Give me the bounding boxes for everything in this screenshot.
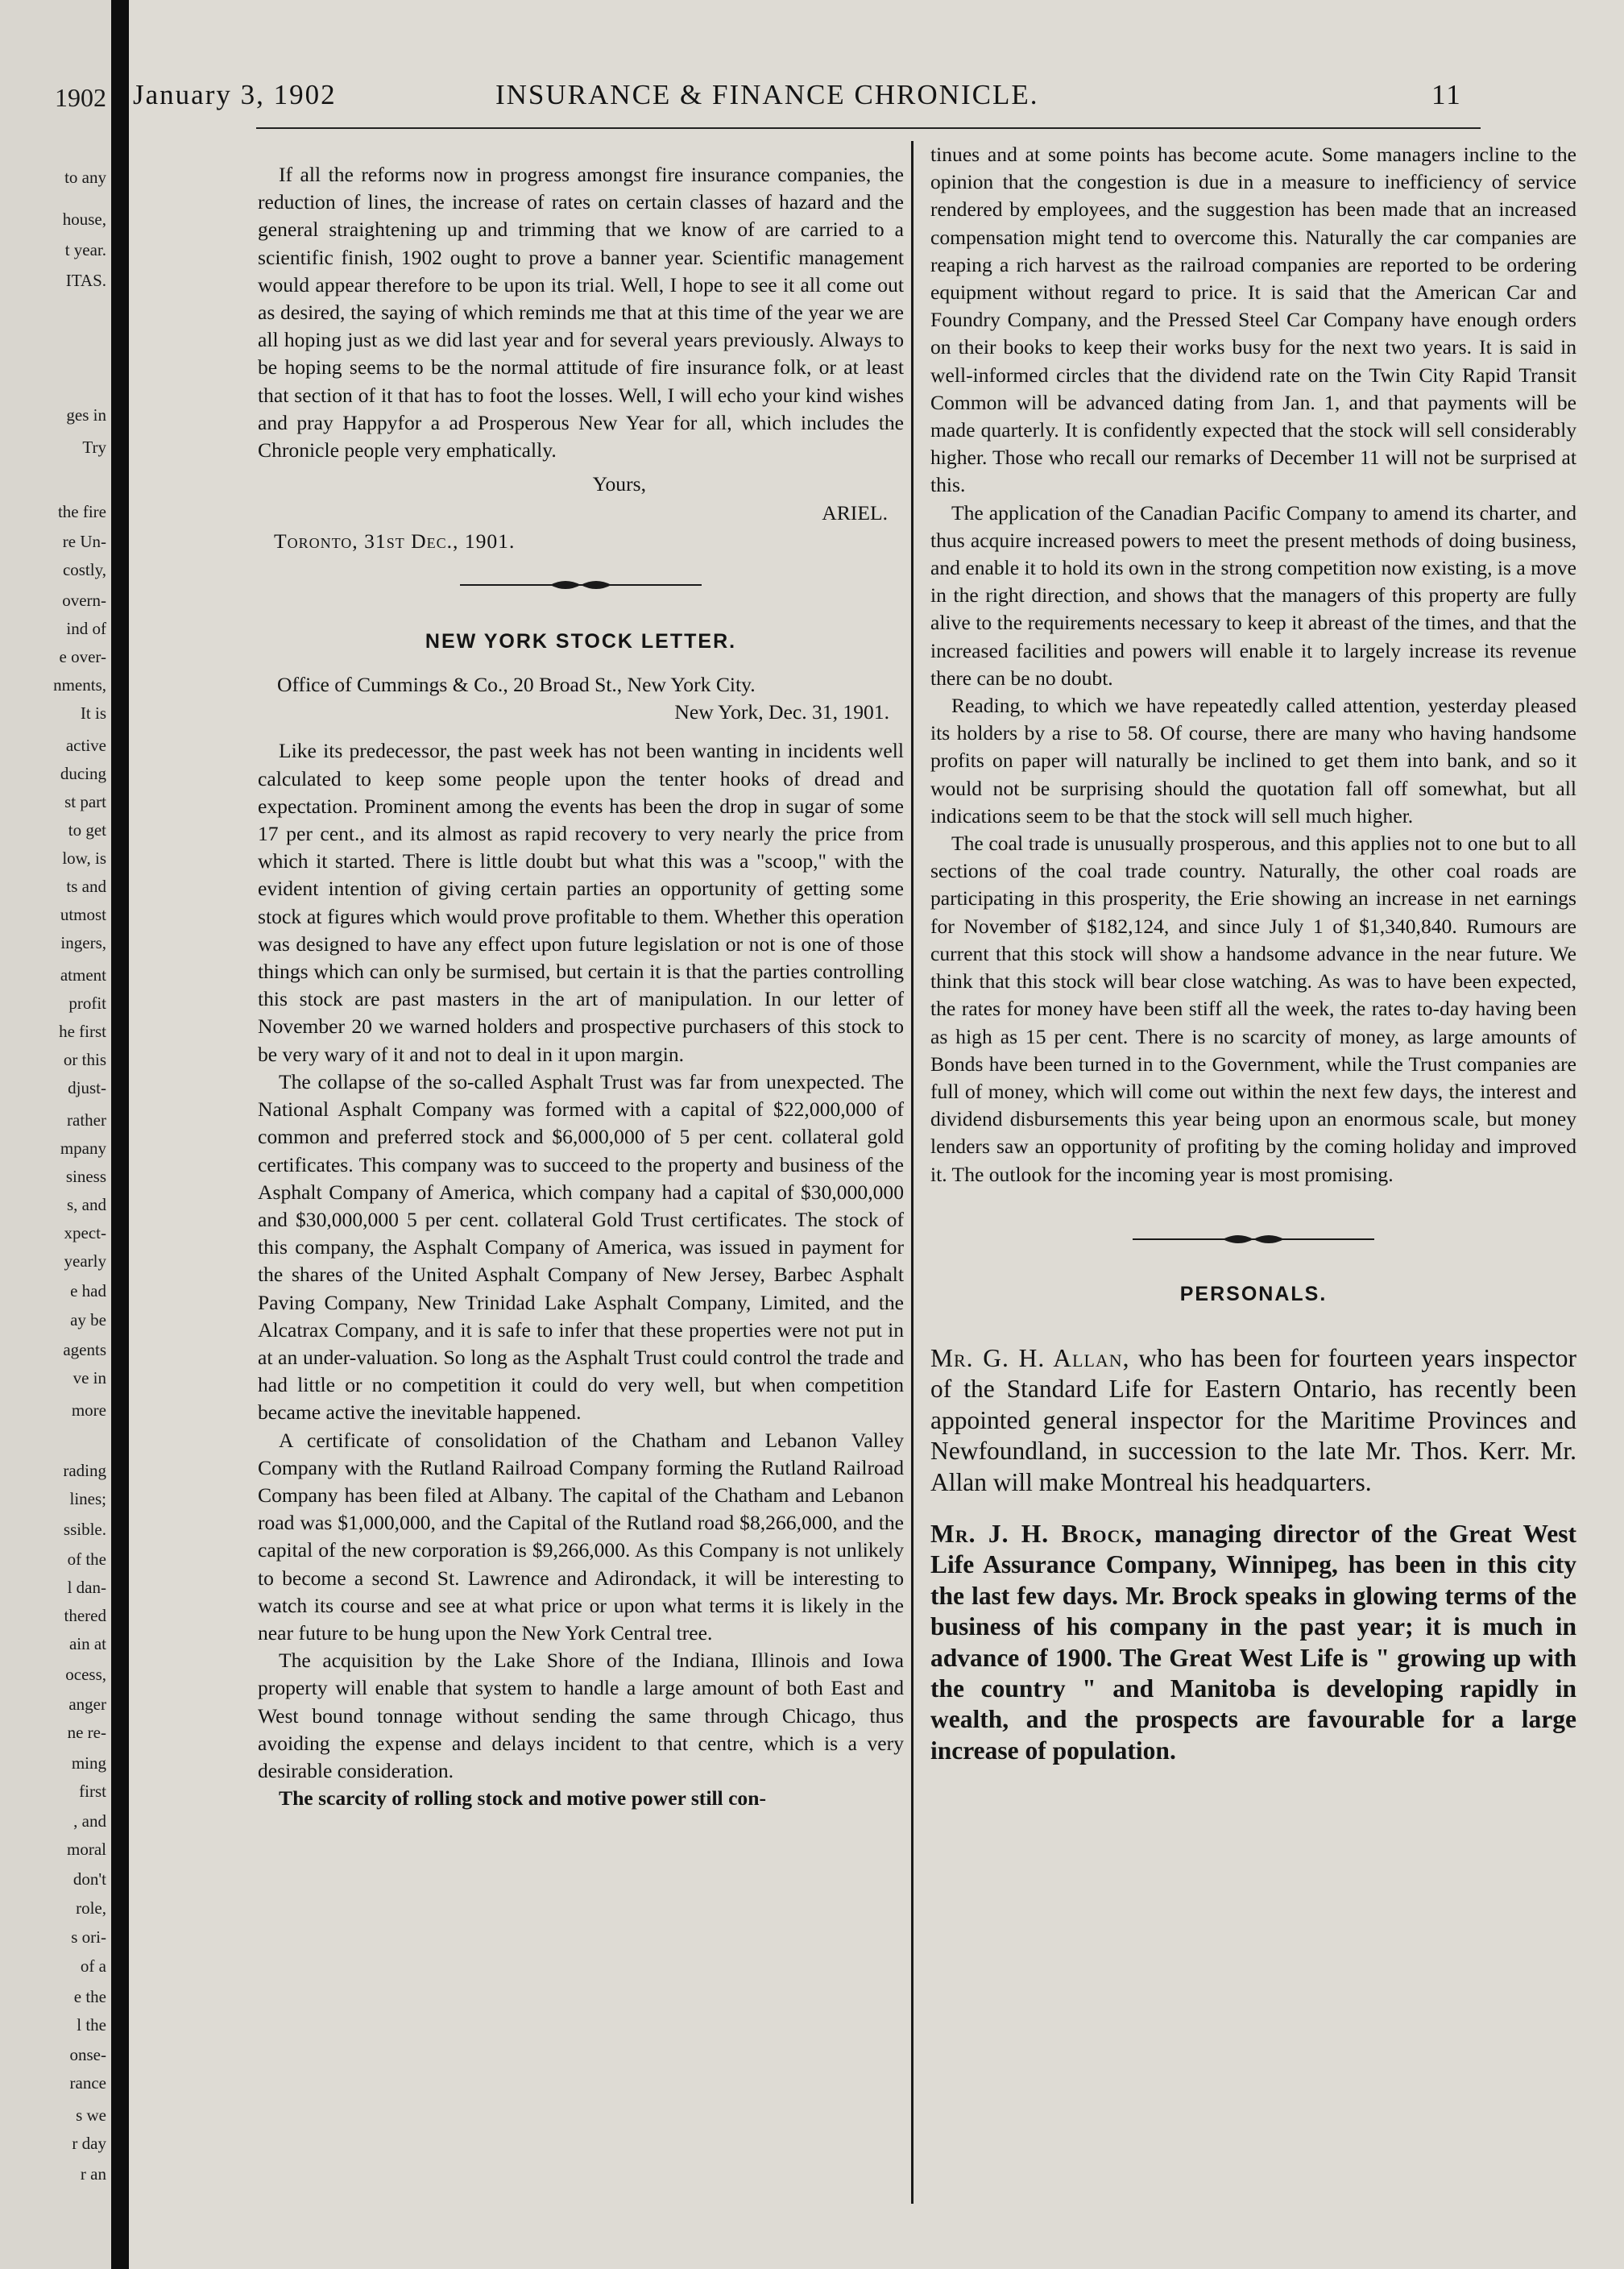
column-rule [911, 141, 914, 2204]
edge-text-fragment: ne re- [67, 1723, 106, 1742]
edge-text-fragment: nments, [53, 675, 106, 695]
letter-signature: ARIEL. [822, 501, 888, 525]
stock-paragraph: The application of the Canadian Pacific Company to amend its charter, and thus acquire increased powers to meet the present methods of doing business, and enable it to hold its own in the strong competition now existing, is a move in the right direction, and shows that the managers of this property are fully alive to the requirements necessary to keep it abreast of the times, and that the increased facilities and powers will enable it to largely increase its revenue there can be no doubt. [930, 500, 1576, 690]
letter-closing: Yours, [592, 472, 646, 496]
personal-name: Mr. G. H. Allan, [930, 1343, 1130, 1372]
edge-text-fragment: r an [80, 2164, 106, 2184]
edge-text-fragment: djust- [68, 1078, 106, 1097]
edge-text-fragment: rance [69, 2073, 106, 2093]
edge-text-fragment: the fire [57, 502, 106, 521]
edge-text-fragment: ducing [60, 764, 106, 783]
edge-text-fragment: r day [72, 2134, 106, 2153]
edge-text-fragment: first [79, 1782, 106, 1801]
edge-text-fragment: of the [67, 1549, 106, 1569]
edge-text-fragment: s ori- [71, 1927, 106, 1947]
letter-dateline: Toronto, 31st Dec., 1901. [274, 529, 516, 553]
left-column [258, 161, 904, 1812]
edge-text-fragment: l the [77, 2015, 106, 2035]
stock-paragraph: A certificate of consolidation of the Chatham and Lebanon Valley Company with the Rutland Railroad Company forming the Rutland Railroad Company has been filed at Albany. The capital of the Chatham and Lebanon road was $1,000,000, and the Capital of the Rutland road $8,266,000, and the capital of the new corporation is $9,266,000. As this Company is not unlikely to become a second St. Lawrence and Adirondack, it will be interesting to watch its course and see at what price or upon what terms it is likely in the near future to be hung upon the New York Central tree. [258, 1428, 904, 1645]
edge-text-fragment: thered [64, 1606, 106, 1625]
edge-text-fragment: It is [80, 703, 106, 723]
edge-text-fragment: siness [65, 1167, 106, 1186]
edge-text-fragment: , and [73, 1811, 106, 1831]
section-heading-stock-letter: NEW YORK STOCK LETTER. [425, 629, 737, 653]
edge-text-fragment: atment [60, 965, 106, 985]
ornamental-rule [1133, 1227, 1374, 1251]
edge-text-fragment: e the [73, 1987, 106, 2006]
stock-paragraph: The coal trade is unusually prosperous, and this applies not to one but to all sections of the coal trade country. Naturally, the other coal roads are participating in this prosperity, the Erie showing an increase in net earnings for November of $182,124, and since July 1 of $1,340,840. Rumours are current that this stock will show a handsome advance in the near future. We think that this stock will bear close watching. As was to have been expected, the rates for money have been stiff all the week, the rates to-day having been as high as 15 per cent. There is no scarcity of money, as large amounts of Bonds have been turned in to the Government, while the Trust companies are full of money, which will come out within the next few days, the interest and dividend disbursements this year being upon an enormous scale, but money lenders saw an opportunity of profiting by the coming holiday and improved it. The outlook for the incoming year is most promising. [930, 832, 1576, 1186]
edge-text-fragment: xpect- [64, 1223, 106, 1242]
edge-text-fragment: or this [63, 1050, 106, 1069]
edge-text-fragment: s, and [67, 1195, 106, 1214]
edge-text-fragment: active [65, 736, 106, 755]
edge-text-fragment: to get [68, 820, 106, 840]
edge-text-fragment: st part [64, 792, 106, 811]
stock-paragraph: Like its predecessor, the past week has not been wanting in incidents well calculated to keep some people upon the tenter hooks of dread and expectation. Prominent among the events has been the drop in sugar of some 17 per cent., and its almost as rapid recovery to very nearly the price from which it started. There is little doubt but what this was a "scoop," with the evident intention of giving certain parties an opportunity of getting some stock at figures which would prove profitable to them. Whether this operation was designed to have any effect upon future legislation or not is one of those things which can only be surmised, but certain it is that the parties controlling this stock are past masters in the art of manipulation. In our letter of November 20 we warned holders and prospective purchasers of this stock to be very wary of it and not to deal in it upon margin. [258, 739, 904, 1066]
personal-name: Mr. J. H. Brock, [930, 1519, 1143, 1548]
edge-text-fragment: rading [63, 1461, 106, 1480]
edge-text-fragment: of a [80, 1956, 106, 1976]
edge-text-fragment: t year. [64, 240, 106, 259]
personal-text: who has been for fourteen years inspector of the Standard Life for Eastern Ontario, has recently been appointed general inspector for the Maritime Provinces and Newfoundland, in succession to the late Mr. Thos. Kerr. Mr. Allan will make Montreal his headquarters. [930, 1343, 1576, 1496]
edge-text-fragment: rather [67, 1110, 106, 1130]
personals-list [930, 1343, 1576, 1766]
edge-text-fragment: e over- [59, 647, 106, 666]
ornamental-rule [460, 573, 702, 597]
edge-text-fragment: overn- [62, 591, 106, 610]
edge-text-fragment: onse- [69, 2045, 106, 2064]
edge-text-fragment: ay be [70, 1310, 106, 1329]
stock-paragraph: Reading, to which we have repeatedly called attention, yesterday pleased its holders by a rise to 58. Of course, there are many who having handsome profits on paper will naturally be inclined to get them into bank, and so it would not be surprising should the quotation fall off somewhat, but all indications seem to be that the stock will sell much higher. [930, 694, 1576, 828]
edge-text-fragment: anger [68, 1694, 106, 1714]
edge-text-fragment: e had [70, 1281, 106, 1300]
letter-paragraph: If all the reforms now in progress amongst fire insurance companies, the reduction of lines, the increase of rates on certain classes of hazard and the general straightening up and trimming that we know of are carried to a scientific finish, 1902 ought to prove a banner year. Scientific management would appear therefore to be upon its trial. Well, I hope to see it all come out as desired, the saying of which reminds me that at this time of the year we are all hoping just as we did last year and for several years previously. Always to be hoping seems to be the normal attitude of fire insurance folk, or at least that section of it that has to foot the losses. Well, I will echo your kind wishes and pray Happyfor a ad Prosperous New Year for all, which includes the Chronicle people very emphatically. [258, 163, 904, 463]
edge-text-fragment: profit [68, 993, 106, 1013]
edge-text-fragment: ssible. [63, 1520, 106, 1539]
edge-text-fragment: don't [72, 1869, 106, 1889]
stock-paragraph: The scarcity of rolling stock and motive power still con- [279, 1786, 766, 1811]
adjacent-page-edge [0, 0, 111, 2269]
edge-text-fragment: agents [63, 1340, 106, 1359]
edge-text-fragment: mpany [60, 1139, 106, 1158]
edge-text-fragment: low, is [62, 848, 106, 868]
section-heading-personals: PERSONALS. [1179, 1282, 1328, 1305]
edge-text-fragment: house, [62, 209, 106, 229]
header-rule [256, 127, 1481, 129]
edge-text-fragment: to any [64, 168, 106, 187]
edge-text-fragment: ITAS. [65, 271, 106, 290]
header-date: January 3, 1902 [133, 79, 337, 110]
edge-text-fragment: ming [71, 1753, 106, 1773]
edge-text-fragment: ain at [68, 1634, 106, 1653]
edge-text-fragment: Try [82, 438, 106, 457]
personal-text: managing director of the Great West Life Assurance Company, Winnipeg, has been in this city the last few days. Mr. Brock speaks in glowing terms of the business of his company in the past year; it is much in advance of 1900. The Great West Life is " growing up with the country " and Manitoba is developing rapidly in wealth, and the prospects are favourable for a large increase of population. [930, 1519, 1576, 1765]
header-title: INSURANCE & FINANCE CHRONICLE. [495, 79, 1039, 110]
edge-text-fragment: ingers, [60, 933, 106, 952]
edge-text-fragment: ges in [66, 405, 106, 425]
edge-text-fragment: costly, [62, 560, 106, 579]
personal-item [930, 1343, 1576, 1498]
edge-text-fragment: role, [76, 1898, 106, 1918]
edge-text-fragment: he first [59, 1022, 106, 1041]
header-page-number: 11 [1431, 79, 1462, 110]
edge-text-fragment: re Un- [62, 532, 106, 551]
edge-text-fragment: yearly [64, 1251, 106, 1271]
personal-item [930, 1519, 1576, 1766]
edge-text-fragment: l dan- [67, 1578, 106, 1597]
edge-text-fragment: 1902 [55, 83, 106, 112]
edge-text-fragment: lines; [69, 1489, 106, 1508]
newspaper-page [129, 0, 1624, 2269]
stock-letter-office: Office of Cummings & Co., 20 Broad St., New York City. [277, 673, 756, 697]
edge-text-fragment: ind of [66, 619, 106, 638]
stock-paragraph: The acquisition by the Lake Shore of the Indiana, Illinois and Iowa property will enable that system to handle a large amount of both East and West bound tonnage without sending the same through Chicago, thus avoiding the expense and delays incident to that centre, which is a very desirable consideration. [258, 1649, 904, 1782]
edge-text-fragment: moral [67, 1840, 106, 1859]
right-column [930, 141, 1576, 1766]
page-gutter [111, 0, 129, 2269]
edge-text-fragment: utmost [60, 905, 106, 924]
stock-letter-dateline: New York, Dec. 31, 1901. [674, 700, 889, 724]
edge-text-fragment: more [71, 1400, 106, 1420]
edge-text-fragment: ocess, [65, 1665, 106, 1684]
edge-text-fragment: ts and [66, 877, 106, 896]
stock-paragraph: tinues and at some points has become acute. Some managers incline to the opinion that the congestion is due in a measure to inefficiency of service rendered by employees, and the suggestion has been made that an increased compensation might tend to overcome this. Naturally the car companies are reaping a rich harvest as the railroad companies are reported to be ordering equipment without regard to price. It is said that the American Car and Foundry Company, and the Pressed Steel Car Company have enough orders on their books to keep their works busy for the next two years. It is said in well-informed circles that the dividend rate on the Twin City Rapid Transit Common will be advanced dating from Jan. 1, and that payments will be made quarterly. It is confidently expected that the stock will sell considerably higher. Those who recall our remarks of December 11 will not be surprised at this. [930, 143, 1576, 497]
stock-paragraph: The collapse of the so-called Asphalt Trust was far from unexpected. The National Asphalt Company was formed with a capital of $22,000,000 of common and preferred stock and $6,000,000 of 5 per cent. collateral gold certificates. This company was to succeed to the property and business of the Asphalt Company of America, which company had a capital of $30,000,000 and $30,000,000 5 per cent. collateral Gold Trust certificates. The stock of this company, the Asphalt Company of America, was issued in payment for the shares of the United Asphalt Company of New Jersey, Barbec Asphalt Paving Company, New Trinidad Lake Asphalt Company, Limited, and the Alcatrax Company, and it is safe to infer that these properties were not put in at an under-valuation. So long as the Asphalt Trust could control the trade and had little or no competition it could do very well, but when competition became active the inevitable happened. [258, 1069, 904, 1425]
edge-text-fragment: s we [76, 2105, 106, 2125]
edge-text-fragment: ve in [72, 1368, 106, 1388]
